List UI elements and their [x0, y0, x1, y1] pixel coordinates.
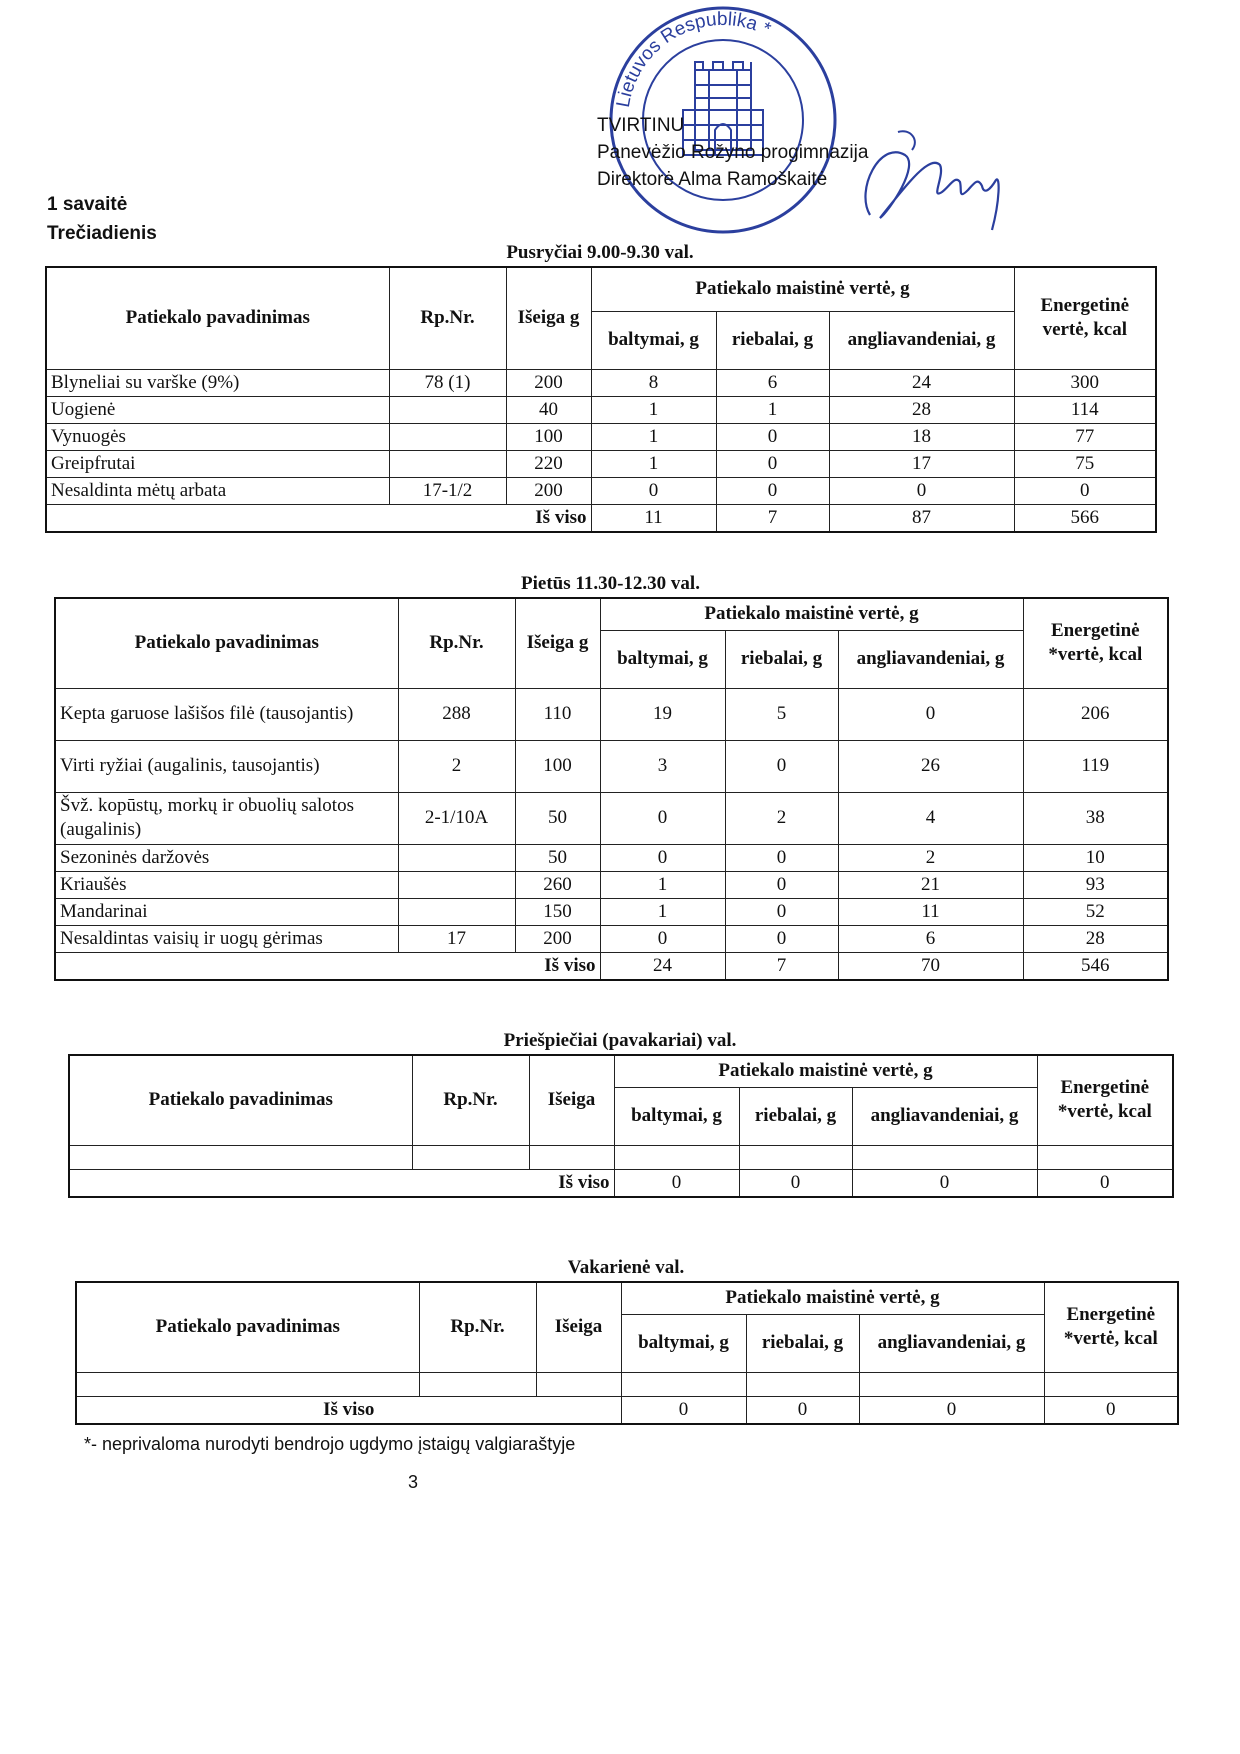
output-grams: 50 [515, 844, 600, 871]
output-grams: 150 [515, 898, 600, 925]
energy-value: 114 [1014, 396, 1156, 423]
breakfast-table [45, 266, 1157, 533]
approval-school: Panevėžio Rožyno progimnazija [597, 142, 869, 163]
dinner-section [75, 1255, 1177, 1425]
col-fat: riebalai, g [725, 630, 838, 688]
output-grams: 40 [506, 396, 591, 423]
col-name: Patiekalo pavadinimas [55, 598, 398, 688]
recipe-number [398, 898, 515, 925]
breakfast-section [45, 240, 1155, 533]
recipe-number: 288 [398, 688, 515, 740]
col-energy: Energetinė *vertė, kcal [1037, 1055, 1173, 1145]
approval-title: TVIRTINU [597, 115, 685, 136]
snack-table [68, 1054, 1174, 1198]
energy-value: 0 [1014, 477, 1156, 504]
col-output: Išeiga g [506, 267, 591, 369]
fat-value: 0 [716, 423, 829, 450]
total-fat: 7 [716, 504, 829, 532]
dish-name: Nesaldintas vaisių ir uogų gėrimas [55, 925, 398, 952]
lunch-table [54, 597, 1169, 981]
dish-name: Kepta garuose lašišos filė (tausojantis) [55, 688, 398, 740]
dish-name: Uogienė [46, 396, 389, 423]
output-grams: 200 [506, 477, 591, 504]
carbs-value: 6 [838, 925, 1023, 952]
protein-value: 1 [600, 871, 725, 898]
dinner-title: Vakarienė val. [567, 1257, 685, 1278]
total-protein: 11 [591, 504, 716, 532]
total-carbs: 87 [829, 504, 1014, 532]
col-carbs: angliavandeniai, g [859, 1314, 1044, 1372]
protein-value: 0 [591, 477, 716, 504]
snack-title: Priešpiečiai (pavakariai) val. [503, 1030, 737, 1051]
fat-value: 0 [716, 450, 829, 477]
carbs-value: 4 [838, 792, 1023, 844]
total-carbs: 70 [838, 952, 1023, 980]
col-carbs: angliavandeniai, g [838, 630, 1023, 688]
table-row [46, 450, 1156, 477]
snack-total-row [69, 1169, 1173, 1197]
breakfast-total-row [46, 504, 1156, 532]
protein-value: 8 [591, 369, 716, 396]
approval-director: Direktorė Alma Ramoškaitė [597, 169, 828, 190]
recipe-number: 17-1/2 [389, 477, 506, 504]
col-protein: baltymai, g [621, 1314, 746, 1372]
total-fat: 0 [746, 1396, 859, 1424]
total-label: Iš viso [46, 504, 591, 532]
breakfast-rows [46, 369, 1156, 504]
carbs-value: 2 [838, 844, 1023, 871]
col-output: Išeiga g [515, 598, 600, 688]
col-name: Patiekalo pavadinimas [76, 1282, 419, 1372]
energy-value: 77 [1014, 423, 1156, 450]
total-energy: 566 [1014, 504, 1156, 532]
fat-value: 1 [716, 396, 829, 423]
dish-name: Vynuogės [46, 423, 389, 450]
fat-value: 0 [725, 871, 838, 898]
lunch-total-row [55, 952, 1168, 980]
recipe-number [398, 844, 515, 871]
svg-text:Lietuvos Respublika *: Lietuvos Respublika * [612, 8, 774, 109]
energy-value: 75 [1014, 450, 1156, 477]
table-row [55, 898, 1168, 925]
output-grams: 50 [515, 792, 600, 844]
energy-value: 206 [1023, 688, 1168, 740]
carbs-value: 21 [838, 871, 1023, 898]
protein-value: 3 [600, 740, 725, 792]
lunch-title: Pietūs 11.30-12.30 val. [521, 573, 700, 594]
table-row [55, 844, 1168, 871]
output-grams: 100 [506, 423, 591, 450]
total-protein: 0 [614, 1169, 739, 1197]
dish-name: Švž. kopūstų, morkų ir obuolių salotos (augalinis) [55, 792, 398, 844]
carbs-value: 11 [838, 898, 1023, 925]
breakfast-title: Pusryčiai 9.00-9.30 val. [506, 242, 694, 263]
table-row [46, 369, 1156, 396]
output-grams: 200 [506, 369, 591, 396]
col-carbs: angliavandeniai, g [852, 1087, 1037, 1145]
empty-row [76, 1372, 1178, 1396]
dish-name: Mandarinai [55, 898, 398, 925]
col-carbs: angliavandeniai, g [829, 311, 1014, 369]
empty-row [69, 1145, 1173, 1169]
total-protein: 0 [621, 1396, 746, 1424]
total-energy: 0 [1044, 1396, 1178, 1424]
fat-value: 0 [725, 898, 838, 925]
recipe-number [389, 423, 506, 450]
recipe-number: 78 (1) [389, 369, 506, 396]
col-rp: Rp.Nr. [419, 1282, 536, 1372]
col-rp: Rp.Nr. [412, 1055, 529, 1145]
table-row [55, 688, 1168, 740]
output-grams: 220 [506, 450, 591, 477]
protein-value: 0 [600, 844, 725, 871]
protein-value: 1 [591, 396, 716, 423]
col-protein: baltymai, g [591, 311, 716, 369]
week-number: 1 savaitė [47, 194, 128, 215]
dinner-table [75, 1281, 1179, 1425]
total-label: Iš viso [76, 1396, 621, 1424]
col-fat: riebalai, g [746, 1314, 859, 1372]
output-grams: 200 [515, 925, 600, 952]
fat-value: 0 [725, 844, 838, 871]
energy-value: 300 [1014, 369, 1156, 396]
carbs-value: 26 [838, 740, 1023, 792]
table-row [55, 792, 1168, 844]
col-rp: Rp.Nr. [389, 267, 506, 369]
protein-value: 19 [600, 688, 725, 740]
recipe-number: 2 [398, 740, 515, 792]
output-grams: 100 [515, 740, 600, 792]
dish-name: Blyneliai su varške (9%) [46, 369, 389, 396]
energy-value: 10 [1023, 844, 1168, 871]
total-carbs: 0 [852, 1169, 1037, 1197]
total-label: Iš viso [55, 952, 600, 980]
energy-value: 52 [1023, 898, 1168, 925]
fat-value: 2 [725, 792, 838, 844]
protein-value: 1 [591, 450, 716, 477]
dish-name: Greipfrutai [46, 450, 389, 477]
col-name: Patiekalo pavadinimas [69, 1055, 412, 1145]
col-name: Patiekalo pavadinimas [46, 267, 389, 369]
dinner-total-row [76, 1396, 1178, 1424]
protein-value: 1 [591, 423, 716, 450]
lunch-section [54, 571, 1167, 981]
table-row [46, 477, 1156, 504]
protein-value: 1 [600, 898, 725, 925]
fat-value: 0 [716, 477, 829, 504]
total-energy: 546 [1023, 952, 1168, 980]
carbs-value: 28 [829, 396, 1014, 423]
col-fat: riebalai, g [739, 1087, 852, 1145]
col-energy: Energetinė *vertė, kcal [1023, 598, 1168, 688]
table-row [46, 423, 1156, 450]
col-nutrition: Patiekalo maistinė vertė, g [614, 1055, 1037, 1087]
approval-block [597, 112, 868, 193]
col-output: Išeiga [536, 1282, 621, 1372]
carbs-value: 17 [829, 450, 1014, 477]
col-nutrition: Patiekalo maistinė vertė, g [591, 267, 1014, 311]
table-row [55, 925, 1168, 952]
col-nutrition: Patiekalo maistinė vertė, g [621, 1282, 1044, 1314]
weekday: Trečiadienis [47, 223, 157, 244]
total-carbs: 0 [859, 1396, 1044, 1424]
carbs-value: 24 [829, 369, 1014, 396]
energy-value: 38 [1023, 792, 1168, 844]
dish-name: Kriaušės [55, 871, 398, 898]
table-row [46, 396, 1156, 423]
table-row [55, 871, 1168, 898]
carbs-value: 0 [829, 477, 1014, 504]
protein-value: 0 [600, 792, 725, 844]
total-fat: 0 [739, 1169, 852, 1197]
recipe-number [389, 396, 506, 423]
total-energy: 0 [1037, 1169, 1173, 1197]
footnote: *- neprivaloma nurodyti bendrojo ugdymo įstaigų valgiaraštyje [84, 1434, 576, 1454]
fat-value: 0 [725, 925, 838, 952]
table-row [55, 740, 1168, 792]
snack-section [68, 1028, 1172, 1198]
energy-value: 28 [1023, 925, 1168, 952]
director-signature [850, 120, 1020, 240]
col-protein: baltymai, g [600, 630, 725, 688]
total-fat: 7 [725, 952, 838, 980]
total-label: Iš viso [69, 1169, 614, 1197]
recipe-number: 2-1/10A [398, 792, 515, 844]
recipe-number: 17 [398, 925, 515, 952]
dish-name: Nesaldinta mėtų arbata [46, 477, 389, 504]
carbs-value: 0 [838, 688, 1023, 740]
output-grams: 260 [515, 871, 600, 898]
col-protein: baltymai, g [614, 1087, 739, 1145]
dish-name: Sezoninės daržovės [55, 844, 398, 871]
col-energy: Energetinė *vertė, kcal [1044, 1282, 1178, 1372]
col-nutrition: Patiekalo maistinė vertė, g [600, 598, 1023, 630]
output-grams: 110 [515, 688, 600, 740]
energy-value: 93 [1023, 871, 1168, 898]
col-output: Išeiga [529, 1055, 614, 1145]
col-fat: riebalai, g [716, 311, 829, 369]
recipe-number [389, 450, 506, 477]
total-protein: 24 [600, 952, 725, 980]
energy-value: 119 [1023, 740, 1168, 792]
fat-value: 5 [725, 688, 838, 740]
carbs-value: 18 [829, 423, 1014, 450]
page-number: 3 [408, 1472, 419, 1492]
col-rp: Rp.Nr. [398, 598, 515, 688]
recipe-number [398, 871, 515, 898]
protein-value: 0 [600, 925, 725, 952]
fat-value: 0 [725, 740, 838, 792]
lunch-rows [55, 688, 1168, 952]
dish-name: Virti ryžiai (augalinis, tausojantis) [55, 740, 398, 792]
col-energy: Energetinė vertė, kcal [1014, 267, 1156, 369]
fat-value: 6 [716, 369, 829, 396]
